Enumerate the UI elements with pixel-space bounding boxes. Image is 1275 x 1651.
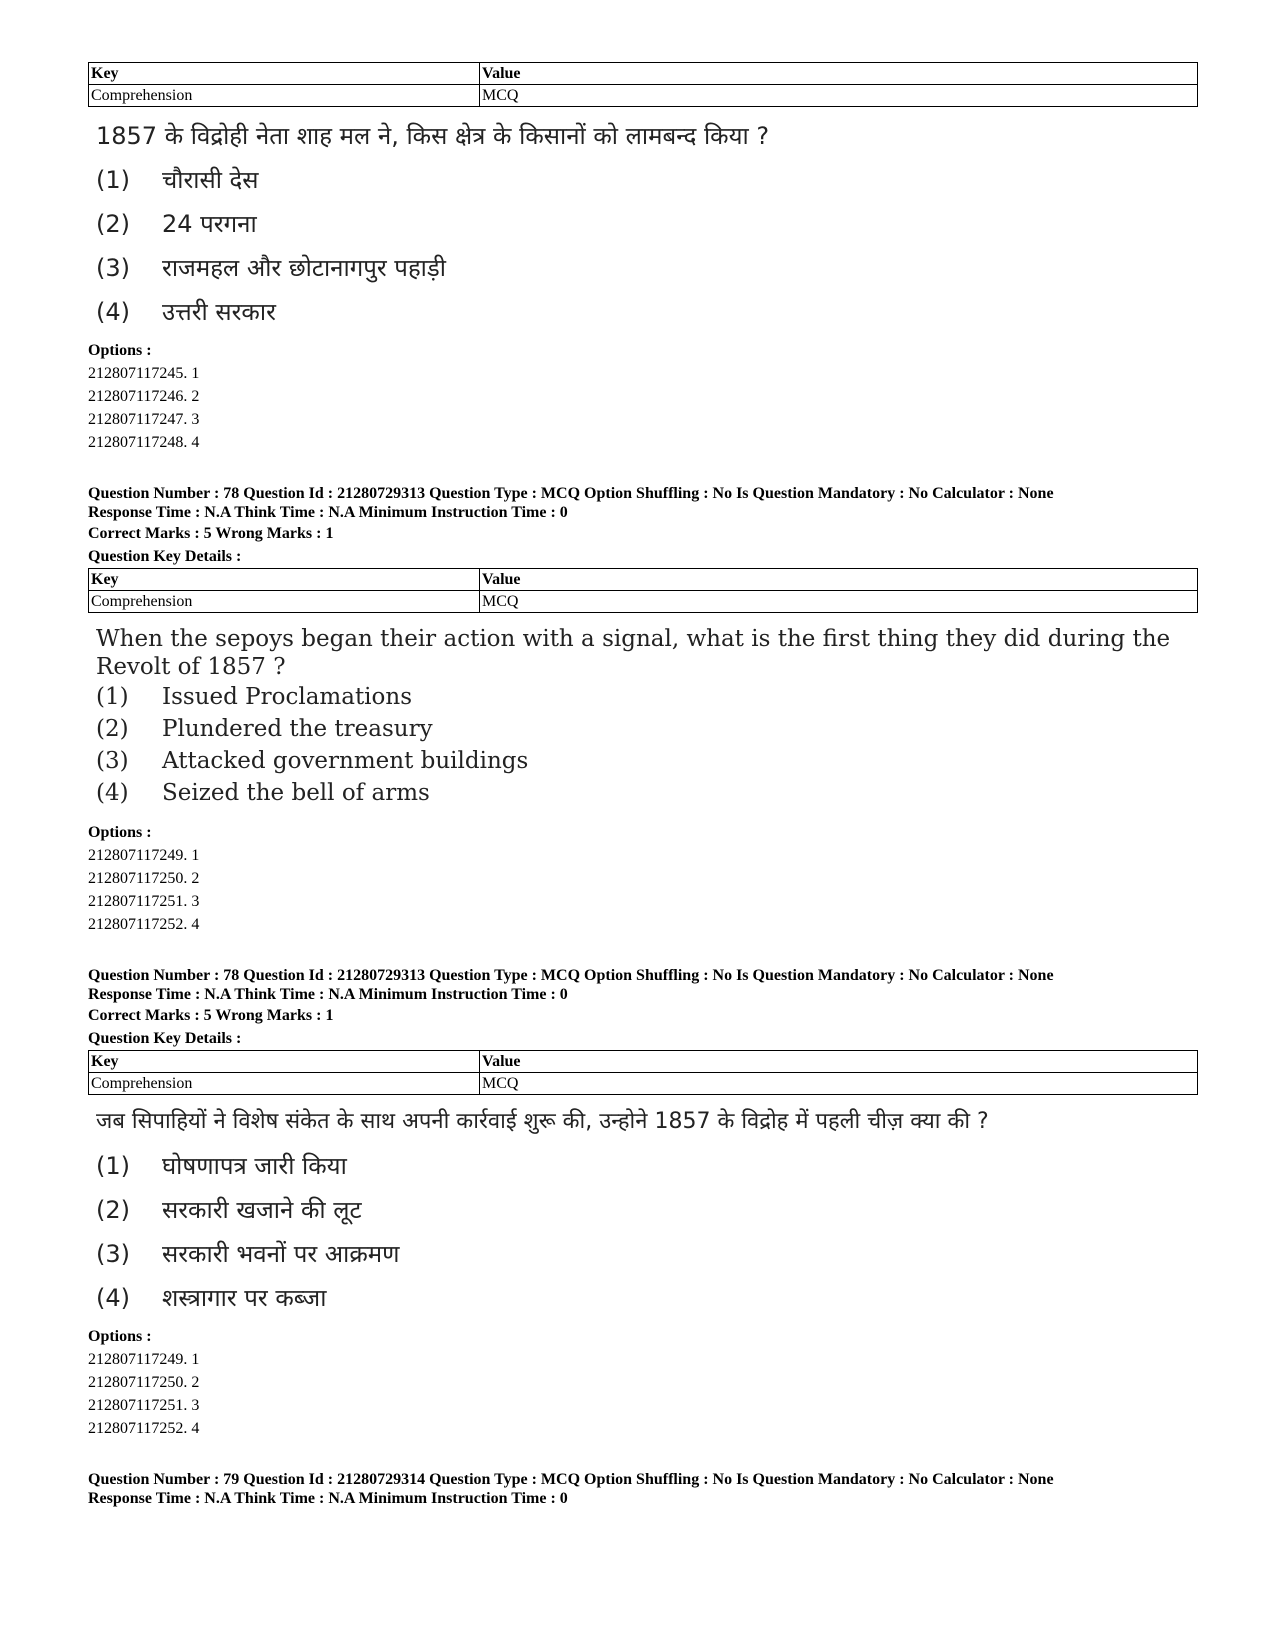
question-text: 1857 के विद्रोही नेता शाह मल ने, किस क्षेत्र के किसानों को लामबन्द किया ? [96,122,770,150]
value-cell: MCQ [480,85,1198,107]
value-header: Value [480,569,1198,591]
option-id: 212807117250. 2 [88,1374,200,1391]
value-cell: MCQ [480,1073,1198,1095]
option-id: 212807117252. 4 [88,916,200,933]
question-key-table [88,568,1198,613]
choice-number: (2) [96,210,130,238]
choice-item [96,165,1198,195]
key-header: Key [89,569,480,591]
options-label: Options : [88,342,152,359]
choice-item [96,1151,1198,1181]
question-text: When the sepoys began their action with a signal, what is the first thing they did during the Revolt of 1857 ? [96,626,1171,680]
choice-item [96,681,1198,713]
choice-number: (4) [96,780,129,806]
choice-number: (2) [96,716,129,742]
choice-text: Attacked government buildings [162,748,529,774]
key-cell: Comprehension [89,1073,480,1095]
question-meta [88,1470,1198,1508]
choice-item [96,1283,1198,1313]
marks-line: Correct Marks : 5 Wrong Marks : 1 [88,525,334,542]
document-page [88,62,1198,1508]
options-list [88,821,1198,936]
choice-number: (1) [96,1152,130,1180]
key-cell: Comprehension [89,85,480,107]
choice-text: Issued Proclamations [162,684,413,710]
question-meta [88,484,1198,568]
marks-line: Correct Marks : 5 Wrong Marks : 1 [88,1007,334,1024]
choice-item [96,777,1198,809]
choice-item [96,713,1198,745]
choice-item [96,745,1198,777]
question-meta [88,966,1198,1050]
choice-number: (1) [96,166,130,194]
question-meta-line2: Response Time : N.A Think Time : N.A Minimum Instruction Time : 0 [88,1490,568,1507]
key-cell: Comprehension [89,591,480,613]
choice-text: Seized the bell of arms [162,780,430,806]
question-meta-line1: Question Number : 79 Question Id : 21280729314 Question Type : MCQ Option Shuffling : No Is Question Mandatory : No Calculator : None [88,1471,1054,1488]
choice-number: (2) [96,1196,130,1224]
choice-text: सरकारी खजाने की लूट [162,1196,362,1224]
key-details-label: Question Key Details : [88,1030,242,1047]
question-meta-line2: Response Time : N.A Think Time : N.A Minimum Instruction Time : 0 [88,986,568,1003]
choice-number: (3) [96,1240,130,1268]
choice-item [96,253,1198,283]
key-header: Key [89,1051,480,1073]
choice-text: Plundered the treasury [162,716,433,742]
choice-text: उत्तरी सरकार [162,298,276,326]
choice-number: (4) [96,1284,130,1312]
choice-number: (4) [96,298,130,326]
option-id: 212807117246. 2 [88,388,200,405]
choice-item [96,209,1198,239]
option-id: 212807117249. 1 [88,847,200,864]
choice-text: 24 परगना [162,210,257,238]
choice-number: (3) [96,748,129,774]
key-details-label: Question Key Details : [88,548,242,565]
option-id: 212807117248. 4 [88,434,200,451]
choice-item [96,297,1198,327]
question-key-table [88,62,1198,107]
choice-text: चौरासी देस [162,166,259,194]
choice-text: सरकारी भवनों पर आक्रमण [162,1240,400,1268]
option-id: 212807117251. 3 [88,893,200,910]
option-id: 212807117247. 3 [88,411,200,428]
options-label: Options : [88,824,152,841]
choice-text: शस्त्रागार पर कब्जा [162,1284,327,1312]
question-text: जब सिपाहियों ने विशेष संकेत के साथ अपनी कार्रवाई शुरू की, उन्होने 1857 के विद्रोह में पहली चीज़ क्या की ? [96,1109,989,1134]
question-meta-line2: Response Time : N.A Think Time : N.A Minimum Instruction Time : 0 [88,504,568,521]
value-header: Value [480,63,1198,85]
key-header: Key [89,63,480,85]
value-header: Value [480,1051,1198,1073]
choice-text: राजमहल और छोटानागपुर पहाड़ी [162,254,446,282]
options-label: Options : [88,1328,152,1345]
choice-text: घोषणापत्र जारी किया [162,1152,347,1180]
choice-number: (1) [96,684,129,710]
question-key-table [88,1050,1198,1095]
option-id: 212807117250. 2 [88,870,200,887]
option-id: 212807117249. 1 [88,1351,200,1368]
question-meta-line1: Question Number : 78 Question Id : 21280729313 Question Type : MCQ Option Shuffling : No Is Question Mandatory : No Calculator : None [88,485,1054,502]
option-id: 212807117252. 4 [88,1420,200,1437]
option-id: 212807117251. 3 [88,1397,200,1414]
question-meta-line1: Question Number : 78 Question Id : 21280729313 Question Type : MCQ Option Shuffling : No Is Question Mandatory : No Calculator : None [88,967,1054,984]
option-id: 212807117245. 1 [88,365,200,382]
choice-item [96,1195,1198,1225]
options-list [88,1325,1198,1440]
options-list [88,339,1198,454]
choice-number: (3) [96,254,130,282]
choice-item [96,1239,1198,1269]
value-cell: MCQ [480,591,1198,613]
